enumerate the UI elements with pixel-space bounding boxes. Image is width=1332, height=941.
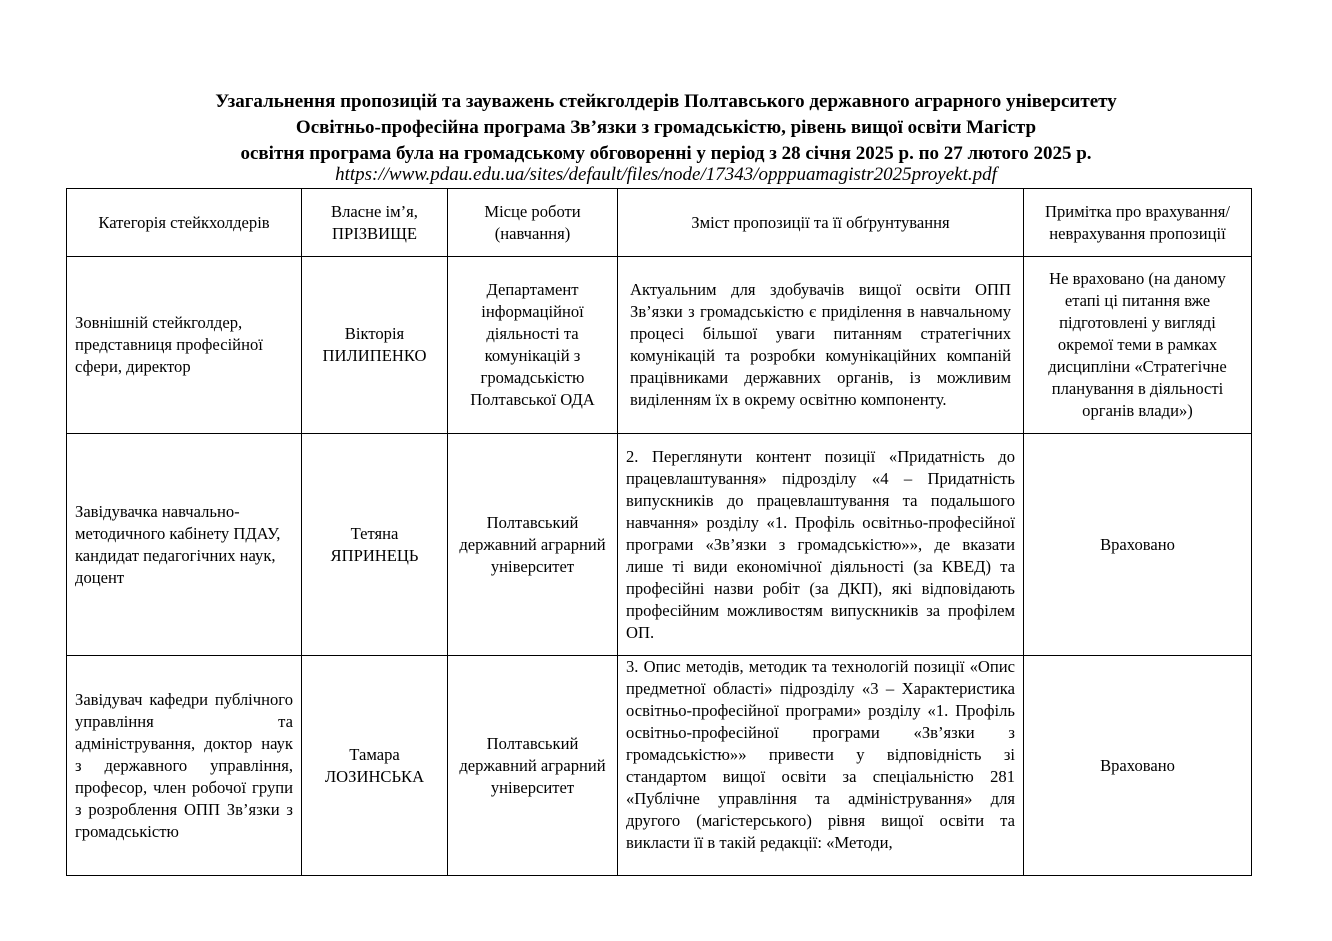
cell-workplace: Полтавський державний аграрний університет [448,656,618,876]
cell-category: Завідувач кафедри публічного управління та адміністрування, доктор наук з державного управління, професор, член робочої групи з розроблення ОПП Зв’язки з громадськістю [67,656,302,876]
cell-note: Враховано [1024,656,1252,876]
table-header-row [67,189,1252,257]
program-title: Освітньо-професійна програма Зв’язки з громадськістю, рівень вищої освіти Магістр [295,117,1037,138]
proposal-text: 3. Опис методів, методик та технологій позиції «Опис предметної області» підрозділу «3 – Характеристика освітньо-професійної програми» розділу «1. Профіль освітньо-професійної програми «Зв’язки з громадськістю»» привести у відповідність зі стандартом вищої освіти за спеціальністю 281 «Публічне управління та адміністрування» для другого (магістерського) рівня вищої освіти та викласти її в такій редакції: «Методи, [626,657,1015,852]
cell-category: Зовнішній стейкголдер, представниця професійної сфери, директор [67,257,302,434]
document-header [0,89,1332,185]
cell-note: Не враховано (на даному етапі ці питання вже підготовлені у вигляді окремої теми в рамках дисципліни «Стратегічне планування в діяльності органів влади») [1024,257,1252,434]
cell-name: Тетяна ЯПРИНЕЦЬ [302,434,448,656]
document-title: Узагальнення пропозицій та зауважень стейкголдерів Полтавського державного аграрного університету [215,91,1117,112]
cell-proposal: 2. Переглянути контент позиції «Придатність до працевлаштування» підрозділу «4 – Придатність випускників до працевлаштування та подальшого навчання» розділу «1. Профіль освітньо-професійної програми «Зв’язки з громадськістю»», де вказати лише ті види економічної діяльності (за КВЕД) та професійні назви робіт (за ДКП), які відповідають професійним можливостям випускників за профілем ОП. [618,434,1024,656]
cell-name: Вікторія ПИЛИПЕНКО [302,257,448,434]
cell-proposal [618,656,1024,876]
cell-note: Враховано [1024,434,1252,656]
table-row [67,656,1252,876]
cell-proposal: Актуальним для здобувачів вищої освіти ОПП Зв’язки з громадськістю є приділення в навчальному процесі більшої уваги питанням стратегічних комунікацій та розробки комунікаційних компаній працівниками державних органів, із можливим виділенням їх в окрему освітню компоненту. [618,257,1024,434]
table-row [67,434,1252,656]
column-header-proposal: Зміст пропозиції та її обґрунтування [618,189,1024,257]
column-header-note: Примітка про врахування/неврахування пропозиції [1024,189,1252,257]
discussion-period: освітня програма була на громадському обговоренні у період з 28 січня 2025 р. по 27 лютого 2025 р. [240,143,1092,164]
program-draft-link[interactable]: https://www.pdau.edu.ua/sites/default/files/node/17343/opppuamagistr2025proyekt.pdf [335,164,997,185]
column-header-name: Власне ім’я, ПРІЗВИЩЕ [302,189,448,257]
cell-workplace: Департамент інформаційної діяльності та комунікацій з громадськістю Полтавської ОДА [448,257,618,434]
table-row [67,257,1252,434]
column-header-workplace: Місце роботи (навчання) [448,189,618,257]
cell-workplace: Полтавський державний аграрний університет [448,434,618,656]
cell-category: Завідувачка навчально-методичного кабінету ПДАУ, кандидат педагогічних наук, доцент [67,434,302,656]
column-header-category: Категорія стейкхолдерів [67,189,302,257]
cell-name: Тамара ЛОЗИНСЬКА [302,656,448,876]
proposals-table [66,188,1252,876]
